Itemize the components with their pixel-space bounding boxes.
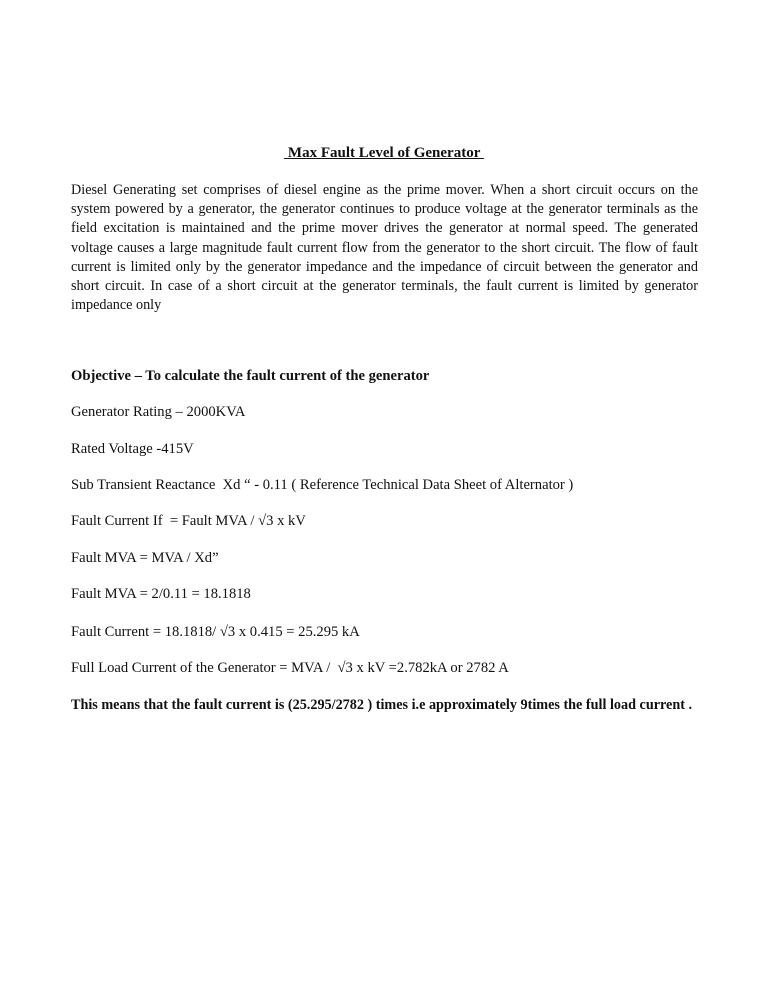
- sub-transient-reactance-line: Sub Transient Reactance Xd “ - 0.11 ( Reference Technical Data Sheet of Alternator ): [71, 477, 574, 493]
- conclusion-paragraph: This means that the fault current is (25.295/2782 ) times i.e approximately 9times the full load current .: [71, 697, 693, 713]
- document-title: Max Fault Level of Generator: [284, 145, 484, 161]
- intro-paragraph: Diesel Generating set comprises of diesel engine as the prime mover. When a short circuit occurs on the system powered by a generator, the generator continues to produce voltage at the generator terminals as the field excitation is maintained and the prime mover drives the generator at normal speed. The generated voltage causes a large magnitude fault current flow from the generator to the short circuit. The flow of fault current is limited only by the generator impedance and the impedance of circuit between the generator and short circuit. In case of a short circuit at the generator terminals, the fault current is limited by generator impedance only: [71, 182, 698, 314]
- fault-mva-formula-line: Fault MVA = MVA / Xd”: [71, 550, 219, 566]
- fault-current-value-line: Fault Current = 18.1818/ √3 x 0.415 = 25.295 kA: [71, 624, 360, 640]
- fault-current-formula-line: Fault Current If = Fault MVA / √3 x kV: [71, 513, 306, 529]
- fault-mva-value-line: Fault MVA = 2/0.11 = 18.1818: [71, 586, 251, 602]
- full-load-current-line: Full Load Current of the Generator = MVA / √3 x kV =2.782kA or 2782 A: [71, 660, 509, 676]
- generator-rating-line: Generator Rating – 2000KVA: [71, 404, 246, 420]
- rated-voltage-line: Rated Voltage -415V: [71, 441, 194, 457]
- objective-line: Objective – To calculate the fault current of the generator: [71, 368, 430, 384]
